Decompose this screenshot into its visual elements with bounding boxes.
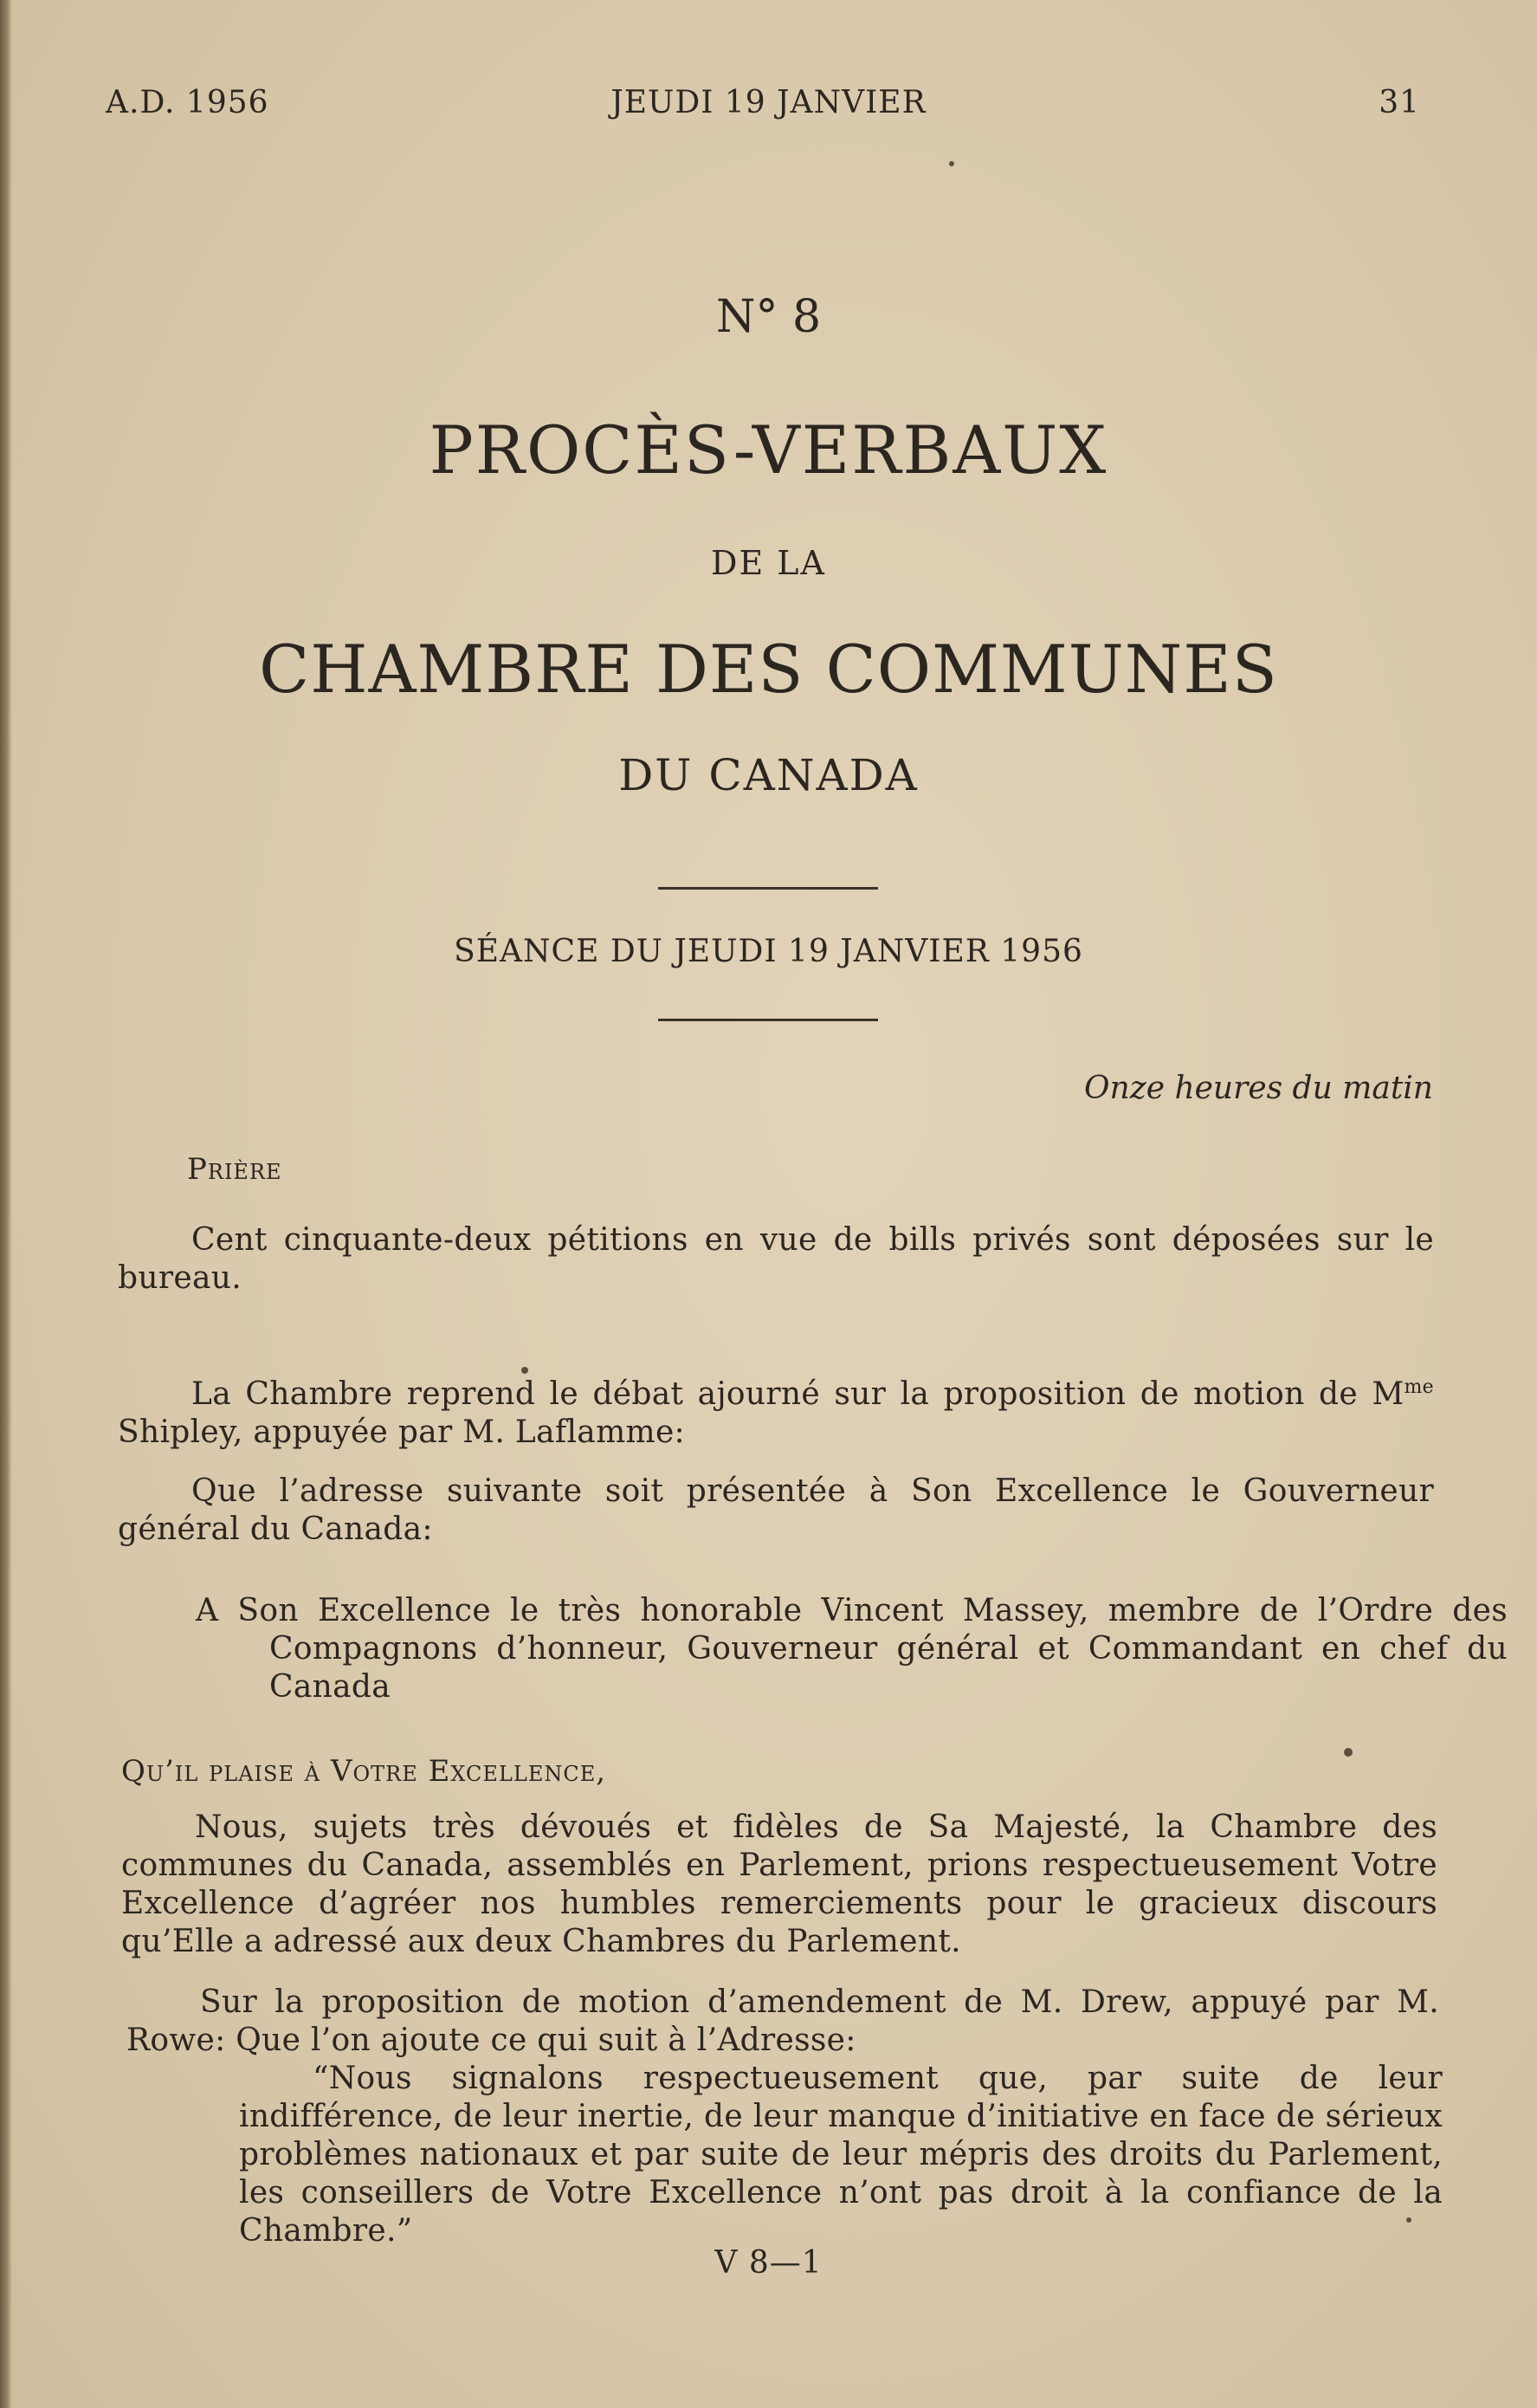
signature-mark: V 8—1 [714, 2245, 823, 2281]
amendment-quote: “Nous signalons respectueusement que, par suite de leur indifférence, de leur inertie, de leur manque d’initiative en face de sérieux problèmes nationaux et par suite de leur mépris des droits du Parlement, les conseillers de Votre Excellence n’ont pas droit à la confiance de la Chambre.” [239, 2061, 1443, 2249]
paper-speck [1344, 1748, 1353, 1757]
debate-text-end: Shipley, appuyée par M. Laflamme: [118, 1414, 685, 1450]
divider-top [658, 887, 878, 890]
prayer-heading: Prière [187, 1152, 282, 1187]
debate-paragraph [118, 1376, 1434, 1452]
debate-superscript: me [1404, 1376, 1434, 1398]
session-time: Onze heures du matin [1084, 1071, 1433, 1106]
header-date: JEUDI 19 JANVIER [610, 85, 927, 120]
addressee-paragraph: A Son Excellence le très honorable Vincent Massey, membre de l’Ordre des Compagnons d’honneur, Gouverneur général et Commandant en chef du Canada [196, 1593, 1508, 1705]
paper-speck [1406, 2217, 1411, 2223]
header-page-number: 31 [1379, 85, 1420, 120]
issue-number: N° 8 [715, 291, 822, 343]
header-year: A.D. 1956 [106, 85, 269, 120]
amendment-paragraph: Sur la proposition de motion d’amendement de M. Drew, appuyé par M. Rowe: Que l’on ajoute ce qui suit à l’Adresse: [126, 1984, 1439, 2058]
chamber-name: CHAMBRE DES COMMUNES [259, 631, 1278, 708]
document-title: PROCÈS-VERBAUX [429, 411, 1108, 489]
divider-bottom [658, 1019, 878, 1021]
salutation-heading: Qu’il plaise à Votre Excellence, [121, 1754, 607, 1789]
paper-speck [949, 161, 954, 166]
thanks-paragraph: Nous, sujets très dévoués et fidèles de Sa Majesté, la Chambre des communes du Canada, assemblés en Parlement, prions respectueusement Votre Excellence d’agréer nos humbles remerciements pour le gracieux discours qu’Elle a adressé aux deux Chambres du Parlement. [121, 1809, 1437, 1959]
address-intro-paragraph: Que l’adresse suivante soit présentée à Son Excellence le Gouverneur général du Canada: [118, 1473, 1434, 1547]
title-connector: DE LA [711, 544, 826, 582]
paper-speck [521, 1367, 528, 1374]
debate-text-start: La Chambre reprend le débat ajourné sur la proposition de motion de M [191, 1376, 1405, 1412]
binding-spine [0, 0, 12, 2408]
session-heading: SÉANCE DU JEUDI 19 JANVIER 1956 [454, 934, 1083, 969]
petitions-paragraph: Cent cinquante-deux pétitions en vue de bills privés sont déposées sur le bureau. [118, 1222, 1434, 1296]
country-name: DU CANADA [618, 750, 919, 800]
